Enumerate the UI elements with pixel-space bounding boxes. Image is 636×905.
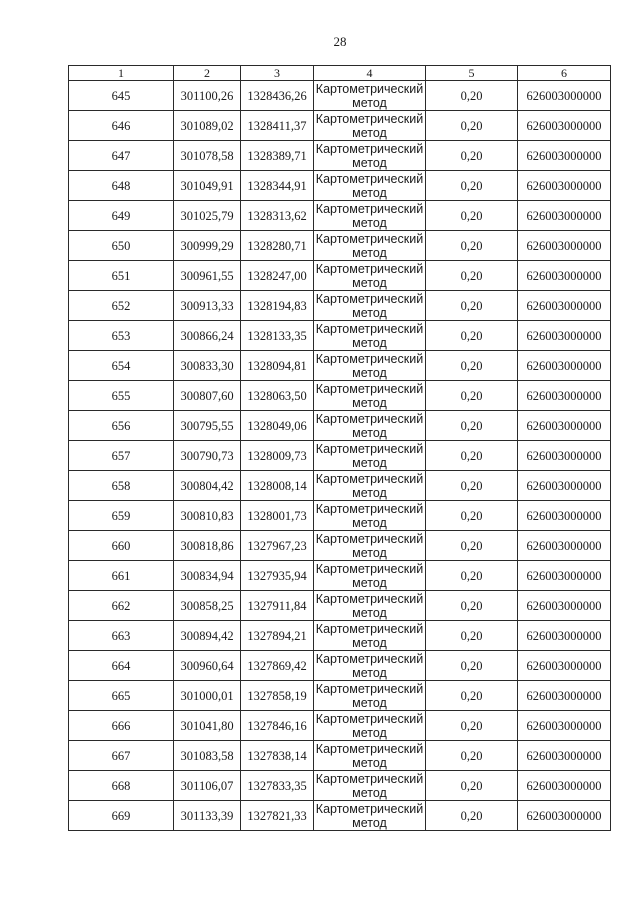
method-line-1: Картометрический	[315, 621, 424, 636]
accuracy-cell: 0,20	[426, 381, 518, 411]
accuracy-cell: 0,20	[426, 711, 518, 741]
y-coordinate-cell: 1328009,73	[241, 441, 314, 471]
accuracy-cell: 0,20	[426, 351, 518, 381]
y-coordinate-cell: 1327869,42	[241, 651, 314, 681]
x-coordinate-cell: 301083,58	[174, 741, 241, 771]
method-line-2: метод	[352, 515, 387, 530]
point-number-cell: 668	[69, 771, 174, 801]
code-cell: 626003000000	[518, 351, 611, 381]
point-number-cell: 660	[69, 531, 174, 561]
accuracy-cell: 0,20	[426, 441, 518, 471]
y-coordinate-cell: 1328133,35	[241, 321, 314, 351]
point-number-cell: 656	[69, 411, 174, 441]
method-line-2: метод	[352, 155, 387, 170]
accuracy-cell: 0,20	[426, 171, 518, 201]
method-line-1: Картометрический	[315, 201, 424, 216]
x-coordinate-cell: 301100,26	[174, 81, 241, 111]
y-coordinate-cell: 1328001,73	[241, 501, 314, 531]
y-coordinate-cell: 1328094,81	[241, 351, 314, 381]
method-line-2: метод	[352, 785, 387, 800]
x-coordinate-cell: 300807,60	[174, 381, 241, 411]
header-cell-2: 2	[174, 66, 241, 81]
x-coordinate-cell: 300818,86	[174, 531, 241, 561]
code-cell: 626003000000	[518, 531, 611, 561]
accuracy-cell: 0,20	[426, 231, 518, 261]
code-cell: 626003000000	[518, 231, 611, 261]
point-number-cell: 652	[69, 291, 174, 321]
accuracy-cell: 0,20	[426, 321, 518, 351]
x-coordinate-cell: 301000,01	[174, 681, 241, 711]
header-cell-4: 4	[314, 66, 426, 81]
code-cell: 626003000000	[518, 681, 611, 711]
method-cell	[314, 741, 426, 771]
x-coordinate-cell: 300913,33	[174, 291, 241, 321]
method-line-2: метод	[352, 635, 387, 650]
point-number-cell: 653	[69, 321, 174, 351]
table-row	[69, 591, 611, 621]
accuracy-cell: 0,20	[426, 201, 518, 231]
method-line-1: Картометрический	[315, 591, 424, 606]
point-number-cell: 666	[69, 711, 174, 741]
accuracy-cell: 0,20	[426, 471, 518, 501]
table-row	[69, 741, 611, 771]
method-line-1: Картометрический	[315, 411, 424, 426]
method-line-2: метод	[352, 425, 387, 440]
y-coordinate-cell: 1328049,06	[241, 411, 314, 441]
header-cell-1: 1	[69, 66, 174, 81]
method-cell	[314, 471, 426, 501]
accuracy-cell: 0,20	[426, 771, 518, 801]
method-line-1: Картометрический	[315, 171, 424, 186]
method-cell	[314, 321, 426, 351]
code-cell: 626003000000	[518, 201, 611, 231]
code-cell: 626003000000	[518, 561, 611, 591]
table-row	[69, 201, 611, 231]
method-line-2: метод	[352, 575, 387, 590]
accuracy-cell: 0,20	[426, 741, 518, 771]
table-row	[69, 111, 611, 141]
method-cell	[314, 231, 426, 261]
table-row	[69, 231, 611, 261]
x-coordinate-cell: 300858,25	[174, 591, 241, 621]
point-number-cell: 654	[69, 351, 174, 381]
table-row	[69, 801, 611, 831]
x-coordinate-cell: 301025,79	[174, 201, 241, 231]
method-line-2: метод	[352, 485, 387, 500]
method-cell	[314, 411, 426, 441]
method-line-1: Картометрический	[315, 501, 424, 516]
y-coordinate-cell: 1328280,71	[241, 231, 314, 261]
method-cell	[314, 351, 426, 381]
method-cell	[314, 801, 426, 831]
method-line-2: метод	[352, 695, 387, 710]
code-cell: 626003000000	[518, 411, 611, 441]
method-cell	[314, 261, 426, 291]
table-row	[69, 441, 611, 471]
x-coordinate-cell: 301133,39	[174, 801, 241, 831]
table-row	[69, 711, 611, 741]
method-cell	[314, 711, 426, 741]
x-coordinate-cell: 300795,55	[174, 411, 241, 441]
method-line-2: метод	[352, 455, 387, 470]
method-line-1: Картометрический	[315, 321, 424, 336]
accuracy-cell: 0,20	[426, 81, 518, 111]
point-number-cell: 662	[69, 591, 174, 621]
method-line-2: метод	[352, 755, 387, 770]
method-cell	[314, 81, 426, 111]
header-cell-3: 3	[241, 66, 314, 81]
point-number-cell: 659	[69, 501, 174, 531]
accuracy-cell: 0,20	[426, 561, 518, 591]
table-row	[69, 141, 611, 171]
code-cell: 626003000000	[518, 501, 611, 531]
code-cell: 626003000000	[518, 441, 611, 471]
table-row	[69, 651, 611, 681]
code-cell: 626003000000	[518, 261, 611, 291]
method-line-1: Картометрический	[315, 801, 424, 816]
x-coordinate-cell: 301089,02	[174, 111, 241, 141]
table-row	[69, 171, 611, 201]
method-line-1: Картометрический	[315, 381, 424, 396]
point-number-cell: 665	[69, 681, 174, 711]
method-line-1: Картометрический	[315, 81, 424, 96]
method-line-2: метод	[352, 305, 387, 320]
table-header	[69, 66, 611, 81]
y-coordinate-cell: 1328436,26	[241, 81, 314, 111]
method-cell	[314, 531, 426, 561]
code-cell: 626003000000	[518, 291, 611, 321]
table-row	[69, 681, 611, 711]
method-cell	[314, 651, 426, 681]
y-coordinate-cell: 1327935,94	[241, 561, 314, 591]
method-line-2: метод	[352, 545, 387, 560]
coordinates-table	[68, 65, 611, 831]
method-line-1: Картометрический	[315, 471, 424, 486]
point-number-cell: 663	[69, 621, 174, 651]
method-cell	[314, 591, 426, 621]
method-line-2: метод	[352, 395, 387, 410]
code-cell: 626003000000	[518, 471, 611, 501]
method-line-2: метод	[352, 365, 387, 380]
method-cell	[314, 201, 426, 231]
accuracy-cell: 0,20	[426, 651, 518, 681]
point-number-cell: 655	[69, 381, 174, 411]
method-line-1: Картометрический	[315, 291, 424, 306]
method-cell	[314, 171, 426, 201]
table-row	[69, 261, 611, 291]
method-line-1: Картометрический	[315, 111, 424, 126]
method-line-1: Картометрический	[315, 441, 424, 456]
point-number-cell: 649	[69, 201, 174, 231]
y-coordinate-cell: 1328313,62	[241, 201, 314, 231]
method-cell	[314, 441, 426, 471]
x-coordinate-cell: 300960,64	[174, 651, 241, 681]
method-line-2: метод	[352, 725, 387, 740]
table-row	[69, 411, 611, 441]
code-cell: 626003000000	[518, 801, 611, 831]
x-coordinate-cell: 300810,83	[174, 501, 241, 531]
method-line-1: Картометрический	[315, 681, 424, 696]
x-coordinate-cell: 300833,30	[174, 351, 241, 381]
code-cell: 626003000000	[518, 321, 611, 351]
method-line-1: Картометрический	[315, 651, 424, 666]
page-number: 28	[333, 34, 347, 49]
y-coordinate-cell: 1327967,23	[241, 531, 314, 561]
table-row	[69, 531, 611, 561]
code-cell: 626003000000	[518, 591, 611, 621]
method-line-2: метод	[352, 185, 387, 200]
point-number-cell: 661	[69, 561, 174, 591]
point-number-cell: 650	[69, 231, 174, 261]
method-line-2: метод	[352, 215, 387, 230]
method-cell	[314, 621, 426, 651]
method-cell	[314, 561, 426, 591]
header-cell-6: 6	[518, 66, 611, 81]
method-line-2: метод	[352, 95, 387, 110]
method-line-2: метод	[352, 335, 387, 350]
method-line-2: метод	[352, 245, 387, 260]
point-number-cell: 645	[69, 81, 174, 111]
header-row	[69, 66, 611, 81]
method-line-1: Картометрический	[315, 351, 424, 366]
method-cell	[314, 681, 426, 711]
method-cell	[314, 111, 426, 141]
method-line-1: Картометрический	[315, 741, 424, 756]
accuracy-cell: 0,20	[426, 111, 518, 141]
method-cell	[314, 771, 426, 801]
point-number-cell: 651	[69, 261, 174, 291]
method-line-1: Картометрический	[315, 711, 424, 726]
code-cell: 626003000000	[518, 711, 611, 741]
table-row	[69, 471, 611, 501]
x-coordinate-cell: 300866,24	[174, 321, 241, 351]
accuracy-cell: 0,20	[426, 411, 518, 441]
point-number-cell: 657	[69, 441, 174, 471]
table-row	[69, 321, 611, 351]
table-body	[69, 81, 611, 831]
accuracy-cell: 0,20	[426, 591, 518, 621]
y-coordinate-cell: 1328063,50	[241, 381, 314, 411]
y-coordinate-cell: 1328247,00	[241, 261, 314, 291]
accuracy-cell: 0,20	[426, 141, 518, 171]
table-row	[69, 621, 611, 651]
y-coordinate-cell: 1327894,21	[241, 621, 314, 651]
y-coordinate-cell: 1327838,14	[241, 741, 314, 771]
method-cell	[314, 501, 426, 531]
y-coordinate-cell: 1328411,37	[241, 111, 314, 141]
y-coordinate-cell: 1328008,14	[241, 471, 314, 501]
accuracy-cell: 0,20	[426, 531, 518, 561]
accuracy-cell: 0,20	[426, 621, 518, 651]
method-line-2: метод	[352, 275, 387, 290]
method-line-2: метод	[352, 125, 387, 140]
point-number-cell: 667	[69, 741, 174, 771]
code-cell: 626003000000	[518, 111, 611, 141]
y-coordinate-cell: 1328194,83	[241, 291, 314, 321]
accuracy-cell: 0,20	[426, 501, 518, 531]
table-row	[69, 351, 611, 381]
x-coordinate-cell: 300999,29	[174, 231, 241, 261]
method-line-1: Картометрический	[315, 771, 424, 786]
code-cell: 626003000000	[518, 621, 611, 651]
table-row	[69, 381, 611, 411]
method-cell	[314, 381, 426, 411]
method-line-2: метод	[352, 605, 387, 620]
accuracy-cell: 0,20	[426, 261, 518, 291]
x-coordinate-cell: 301049,91	[174, 171, 241, 201]
code-cell: 626003000000	[518, 141, 611, 171]
x-coordinate-cell: 301106,07	[174, 771, 241, 801]
y-coordinate-cell: 1328344,91	[241, 171, 314, 201]
method-cell	[314, 291, 426, 321]
table-row	[69, 561, 611, 591]
table-row	[69, 771, 611, 801]
point-number-cell: 647	[69, 141, 174, 171]
x-coordinate-cell: 301041,80	[174, 711, 241, 741]
code-cell: 626003000000	[518, 171, 611, 201]
y-coordinate-cell: 1327911,84	[241, 591, 314, 621]
y-coordinate-cell: 1327858,19	[241, 681, 314, 711]
code-cell: 626003000000	[518, 651, 611, 681]
table-row	[69, 291, 611, 321]
accuracy-cell: 0,20	[426, 681, 518, 711]
header-cell-5: 5	[426, 66, 518, 81]
table-row	[69, 81, 611, 111]
table-row	[69, 501, 611, 531]
x-coordinate-cell: 301078,58	[174, 141, 241, 171]
method-line-1: Картометрический	[315, 261, 424, 276]
point-number-cell: 646	[69, 111, 174, 141]
point-number-cell: 669	[69, 801, 174, 831]
point-number-cell: 648	[69, 171, 174, 201]
point-number-cell: 658	[69, 471, 174, 501]
code-cell: 626003000000	[518, 81, 611, 111]
method-line-1: Картометрический	[315, 231, 424, 246]
x-coordinate-cell: 300790,73	[174, 441, 241, 471]
point-number-cell: 664	[69, 651, 174, 681]
code-cell: 626003000000	[518, 381, 611, 411]
accuracy-cell: 0,20	[426, 291, 518, 321]
code-cell: 626003000000	[518, 741, 611, 771]
method-line-2: метод	[352, 665, 387, 680]
y-coordinate-cell: 1327833,35	[241, 771, 314, 801]
x-coordinate-cell: 300894,42	[174, 621, 241, 651]
x-coordinate-cell: 300804,42	[174, 471, 241, 501]
y-coordinate-cell: 1327846,16	[241, 711, 314, 741]
method-line-2: метод	[352, 815, 387, 830]
method-line-1: Картометрический	[315, 141, 424, 156]
y-coordinate-cell: 1328389,71	[241, 141, 314, 171]
code-cell: 626003000000	[518, 771, 611, 801]
accuracy-cell: 0,20	[426, 801, 518, 831]
method-line-1: Картометрический	[315, 531, 424, 546]
x-coordinate-cell: 300834,94	[174, 561, 241, 591]
method-line-1: Картометрический	[315, 561, 424, 576]
y-coordinate-cell: 1327821,33	[241, 801, 314, 831]
x-coordinate-cell: 300961,55	[174, 261, 241, 291]
method-cell	[314, 141, 426, 171]
